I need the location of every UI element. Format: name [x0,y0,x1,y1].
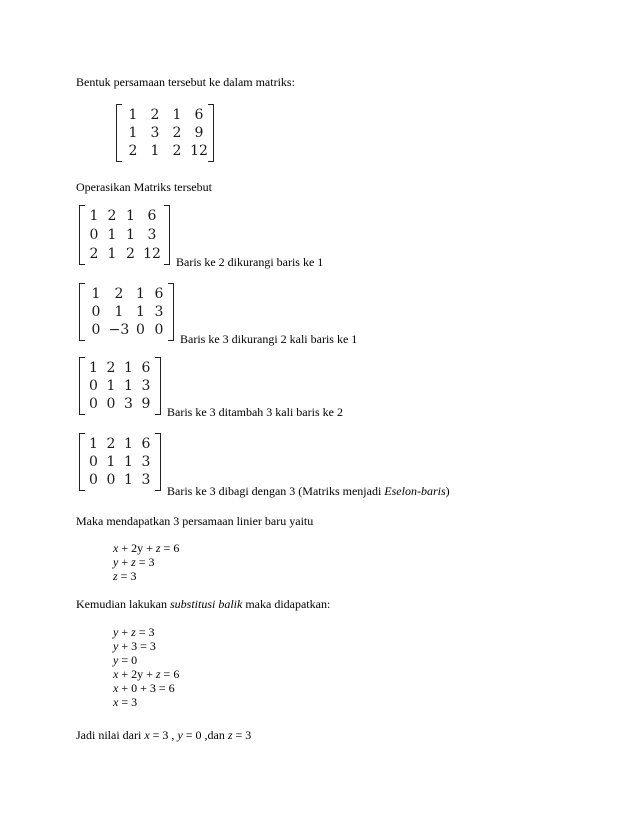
equation-line: y = 0 [113,653,138,667]
equation-line: x + 0 + 3 = 6 [113,681,175,695]
matrix-cell: 3 [141,454,151,470]
matrix-cell: 2 [107,208,117,224]
matrix-cell: 1 [89,360,98,376]
equation-line: y + z = 3 [113,625,155,639]
matrix-cell: 2 [172,143,182,159]
equation-line: x + 2y + z = 6 [113,667,180,681]
matrix-cell: 12 [190,143,208,159]
matrix-cell: 1 [114,304,124,320]
conclusion-text: Jadi nilai dari x = 3 , y = 0 ,dan z = 3 [76,728,252,742]
matrix-cell: 0 [89,472,98,488]
new-equations-intro: Maka mendapatkan 3 persamaan linier baru yaitu [76,514,314,528]
matrix-cell: 1 [136,286,145,302]
matrix-cell: −3 [108,322,130,338]
matrix-cell: 9 [141,396,151,412]
substitution-intro: Kemudian lakukan substitusi balik maka didapatkan: [76,597,331,611]
matrix-cell: 2 [106,436,116,452]
operate-heading: Operasikan Matriks tersebut [76,180,212,194]
matrix-cell: 1 [150,143,160,159]
matrix-cell: 2 [172,125,182,141]
equation-line: y + z = 3 [113,555,155,569]
matrix-cell: 1 [128,125,138,141]
matrix-cell: 1 [124,436,133,452]
equation-line: y + 3 = 3 [113,639,156,653]
matrix-cell: 3 [124,396,133,412]
matrix-cell: 1 [107,227,117,243]
step-3-caption: Baris ke 3 ditambah 3 kali baris ke 2 [167,405,343,419]
matrix-cell: 1 [126,227,135,243]
matrix-cell: 1 [89,436,98,452]
matrix-cell: 0 [89,227,99,243]
matrix-cell: 6 [194,107,204,123]
equation-line: x = 3 [113,695,138,709]
matrix-cell: 0 [89,396,98,412]
matrix-cell: 3 [141,472,151,488]
matrix-step-2 [79,283,174,341]
matrix-cell: 3 [150,125,160,141]
matrix-cell: 12 [143,246,161,262]
matrix-cell: 1 [124,360,133,376]
intro-text: Bentuk persamaan tersebut ke dalam matriks: [76,75,295,89]
matrix-cell: 6 [154,286,164,302]
equation-line: x + 2y + z = 6 [113,541,180,555]
matrix-step-3 [79,357,161,415]
matrix-cell: 0 [89,378,98,394]
matrix-cell: 1 [126,208,135,224]
matrix-step-4 [79,433,161,491]
matrix-cell: 0 [106,472,116,488]
matrix-cell: 0 [91,304,101,320]
matrix-cell: 3 [147,227,157,243]
matrix-cell: 9 [194,125,204,141]
matrix-cell: 1 [128,107,138,123]
matrix-cell: 2 [114,286,124,302]
matrix-cell: 0 [91,322,101,338]
matrix-cell: 6 [147,208,157,224]
matrix-cell: 1 [106,454,116,470]
matrix-cell: 1 [89,208,99,224]
matrix-cell: 1 [124,378,133,394]
step-2-caption: Baris ke 3 dikurangi 2 kali baris ke 1 [180,332,358,346]
step-1-caption: Baris ke 2 dikurangi baris ke 1 [176,255,324,269]
matrix-cell: 0 [136,322,145,338]
matrix-cell: 6 [141,360,151,376]
matrix-cell: 6 [141,436,151,452]
matrix-cell: 0 [154,322,164,338]
matrix-cell: 3 [141,378,151,394]
matrix-cell: 2 [126,246,135,262]
matrix-step-1 [79,205,170,265]
step-4-caption: Baris ke 3 dibagi dengan 3 (Matriks menjadi Eselon-baris) [167,484,450,498]
matrix-cell: 1 [124,454,133,470]
matrix-cell: 2 [106,360,116,376]
matrix-cell: 1 [107,246,117,262]
matrix-cell: 1 [172,107,182,123]
matrix-initial [116,104,214,162]
matrix-cell: 1 [106,378,116,394]
matrix-cell: 0 [106,396,116,412]
matrix-cell: 1 [124,472,133,488]
matrix-cell: 1 [91,286,101,302]
matrix-cell: 2 [128,143,138,159]
matrix-cell: 2 [89,246,99,262]
matrix-cell: 0 [89,454,98,470]
equation-line: z = 3 [113,569,137,583]
matrix-cell: 1 [136,304,145,320]
matrix-cell: 3 [154,304,164,320]
matrix-cell: 2 [150,107,160,123]
